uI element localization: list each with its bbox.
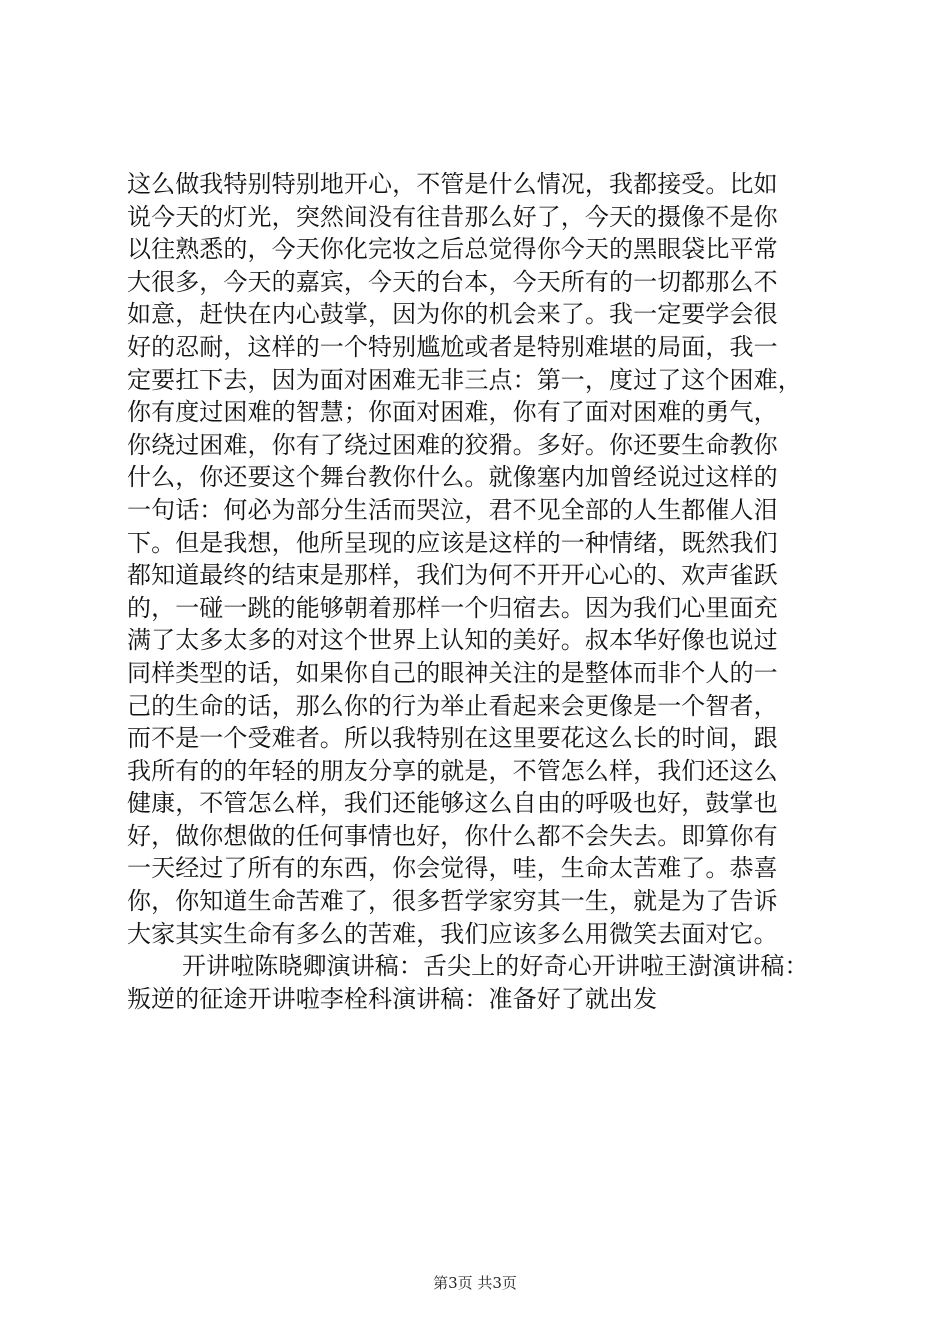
text-line: 你绕过困难，你有了绕过困难的狡猾。多好。你还要生命教你 [127, 430, 778, 459]
text-line: 己的生命的话，那么你的行为举止看起来会更像是一个智者， [127, 691, 778, 720]
text-line: 好，做你想做的任何事情也好，你什么都不会失去。即算你有 [127, 821, 778, 850]
text-line: 这么做我特别特别地开心，不管是什么情况，我都接受。比如 [127, 170, 778, 198]
text-line: 健康，不管怎么样，我们还能够这么自由的呼吸也好，鼓掌也 [127, 789, 778, 818]
text-line: 下。但是我想，他所呈现的应该是这样的一种情绪，既然我们 [127, 528, 778, 557]
text-line: 什么，你还要这个舞台教你什么。就像塞内加曾经说过这样的 [127, 463, 778, 492]
text-line: 大家其实生命有多么的苦难，我们应该多么用微笑去面对它。 [127, 919, 778, 948]
paragraph-main [127, 168, 839, 950]
text-line: 都知道最终的结束是那样，我们为何不开开心心的、欢声雀跃 [127, 561, 778, 590]
text-line: 好的忍耐，这样的一个特别尴尬或者是特别难堪的局面，我一 [127, 332, 778, 361]
text-line: 定要扛下去，因为面对困难无非三点：第一，度过了这个困难， [127, 365, 802, 394]
text-line: 我所有的的年轻的朋友分享的就是，不管怎么样，我们还这么 [127, 756, 778, 785]
document-body [127, 168, 839, 1015]
text-line: 的，一碰一跳的能够朝着那样一个归宿去。因为我们心里面充 [127, 593, 778, 622]
text-line: 而不是一个受难者。所以我特别在这里要花这么长的时间，跟 [127, 724, 778, 753]
text-line: 一句话：何必为部分生活而哭泣，君不见全部的人生都催人泪 [127, 495, 778, 524]
text-line: 一天经过了所有的东西，你会觉得，哇，生命太苦难了。恭喜 [127, 854, 778, 883]
text-line: 开讲啦陈晓卿演讲稿：舌尖上的好奇心开讲啦王澍演讲稿： [182, 952, 809, 981]
text-line: 满了太多太多的对这个世界上认知的美好。叔本华好像也说过 [127, 626, 778, 655]
page-number-footer: 第3页 共3页 [433, 1274, 517, 1292]
text-line: 你，你知道生命苦难了，很多哲学家穷其一生，就是为了告诉 [127, 887, 778, 916]
text-line: 同样类型的话，如果你自己的眼神关注的是整体而非个人的一 [127, 658, 778, 687]
paragraph-related-links [127, 950, 839, 1015]
text-line: 说今天的灯光，突然间没有往昔那么好了，今天的摄像不是你 [127, 202, 778, 231]
text-line: 大很多，今天的嘉宾，今天的台本，今天所有的一切都那么不 [127, 267, 778, 296]
text-line: 以往熟悉的，今天你化完妆之后总觉得你今天的黑眼袋比平常 [127, 235, 778, 264]
text-line: 你有度过困难的智慧；你面对困难，你有了面对困难的勇气， [127, 398, 778, 427]
text-line: 如意，赶快在内心鼓掌，因为你的机会来了。我一定要学会很 [127, 300, 778, 329]
text-line: 叛逆的征途开讲啦李栓科演讲稿：准备好了就出发 [127, 984, 658, 1013]
